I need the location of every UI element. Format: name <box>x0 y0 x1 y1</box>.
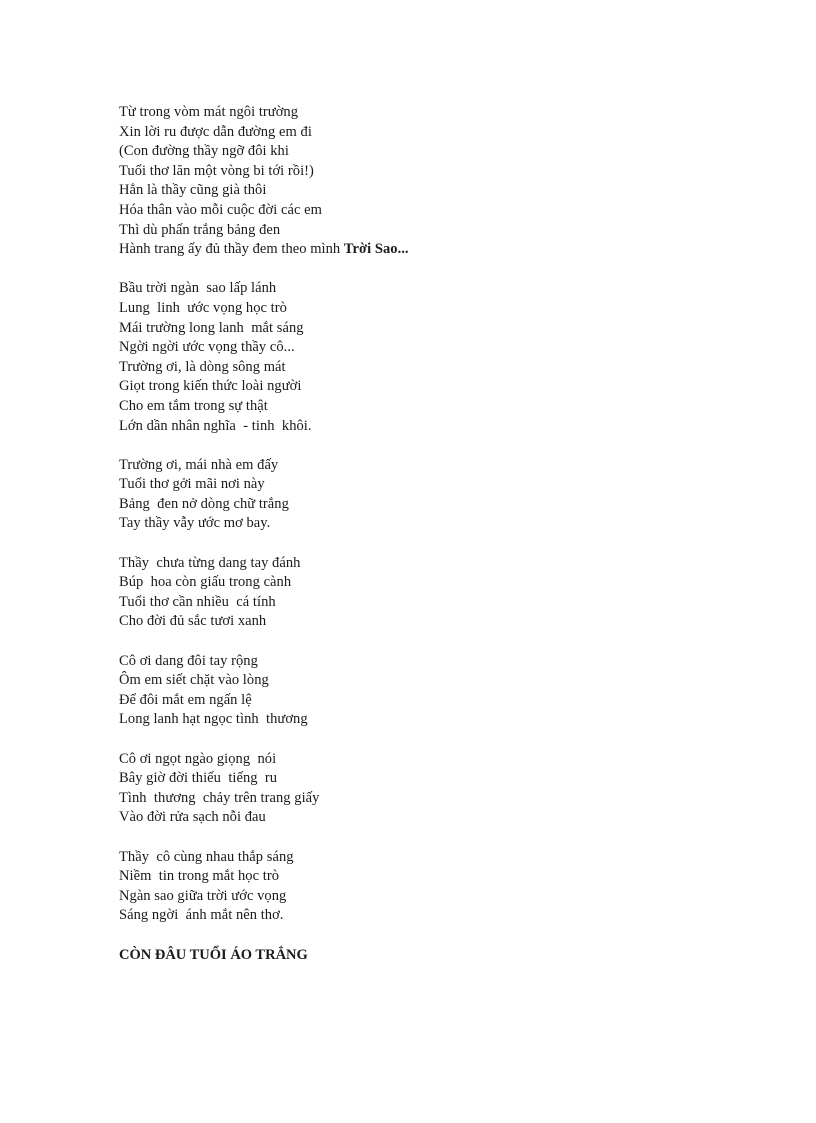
poem-line: Cho đời đủ sắc tươi xanh <box>119 613 267 630</box>
poem-line: Xin lời ru được dẫn đường em đi <box>119 123 312 140</box>
poem-page <box>119 103 719 965</box>
poem-line: Tuổi thơ gởi mãi nơi này <box>119 476 265 493</box>
poem-line: Tình thương chảy trên trang giấy <box>119 789 320 806</box>
poem-line: Vào đời rửa sạch nỗi đau <box>119 809 266 826</box>
poem-line: Thầy chưa từng dang tay đánh <box>119 554 301 571</box>
poem-line: Cô ơi dang đôi tay rộng <box>119 652 258 669</box>
poem-line: Cho em tắm trong sự thật <box>119 397 268 414</box>
poem-line: Giọt trong kiến thức loài người <box>119 378 302 395</box>
stanza-6 <box>119 750 719 828</box>
stanza-7 <box>119 848 719 926</box>
poem-line: Sáng ngời ánh mắt nên thơ. <box>119 907 284 924</box>
poem-line: Tay thầy vẫy ước mơ bay. <box>119 515 271 532</box>
poem-line: Mái trường long lanh mắt sáng <box>119 319 304 336</box>
poem-line: Ngàn sao giữa trời ước vọng <box>119 887 287 904</box>
stanza-1 <box>119 103 719 260</box>
poem-line: Ôm em siết chặt vào lòng <box>119 672 269 689</box>
poem-line: Lung linh ước vọng học trò <box>119 299 287 316</box>
stanza-2 <box>119 279 719 436</box>
next-poem-title: CÒN ĐÂU TUỔI ÁO TRẮNG <box>119 946 308 963</box>
poem-line: Búp hoa còn giấu trong cành <box>119 574 292 591</box>
poem-line: Để đôi mắt em ngấn lệ <box>119 691 252 708</box>
poem-line: Bây giờ đời thiếu tiếng ru <box>119 770 278 787</box>
poem-line: Trường ơi, mái nhà em đấy <box>119 456 279 473</box>
poem-line: Bảng đen nở dòng chữ trắng <box>119 495 289 512</box>
poem-line: Ngời ngời ước vọng thầy cô... <box>119 339 295 356</box>
poem-line: Thì dù phấn trắng bảng đen <box>119 221 281 238</box>
stanza-3 <box>119 456 719 534</box>
poem-line: Từ trong vòm mát ngôi trường <box>119 104 299 120</box>
poem-line: (Con đường thầy ngỡ đôi khi <box>119 143 289 160</box>
poem-line: Trường ơi, là dòng sông mát <box>119 358 286 375</box>
stanza-4 <box>119 554 719 632</box>
poem-line-text: Hành trang ấy đủ thầy đem theo mình <box>119 241 344 258</box>
poem-line: Lớn dần nhân nghĩa - tinh khôi. <box>119 417 312 434</box>
poem-line: Long lanh hạt ngọc tình thương <box>119 711 308 728</box>
poem-line: Bầu trời ngàn sao lấp lánh <box>119 280 277 297</box>
poem-line: Cô ơi ngọt ngào giọng nói <box>119 750 277 767</box>
poem-line: Tuổi thơ cần nhiều cá tính <box>119 593 276 610</box>
poem-line-with-title <box>119 240 719 260</box>
poem-line: Tuổi thơ lăn một vòng bi tới rồi!) <box>119 162 314 179</box>
poem-title-inline: Trời Sao... <box>343 241 409 258</box>
poem-line: Niềm tin trong mắt học trò <box>119 868 280 885</box>
poem-line: Thầy cô cùng nhau thắp sáng <box>119 848 294 865</box>
stanza-5 <box>119 652 719 730</box>
poem-line: Hẳn là thầy cũng già thôi <box>119 182 267 199</box>
poem-line: Hóa thân vào mỗi cuộc đời các em <box>119 201 322 218</box>
